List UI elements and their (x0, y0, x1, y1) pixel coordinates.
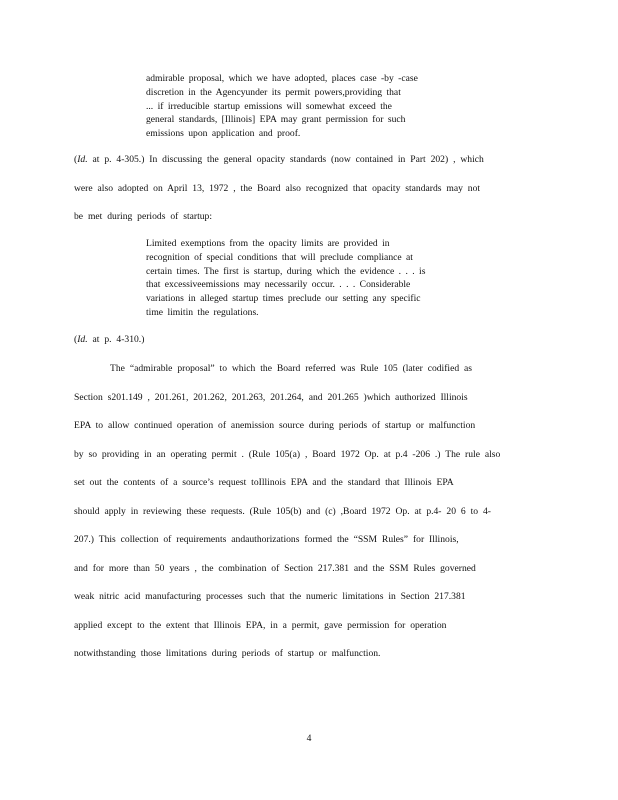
text-line: applied except to the extent that Illinois EPA, in a permit, gave permission for operation (74, 619, 447, 631)
citation-id-abbrev: Id. (77, 154, 88, 165)
block-quote-1 (146, 72, 466, 141)
text-line: (Id. at p. 4-305.) In discussing the general opacity standards (now contained in Part 202) , which (74, 154, 484, 165)
quote-line: general standards, [Illinois] EPA may grant permission for such (146, 114, 406, 126)
text-line: EPA to allow continued operation of anemission source during periods of startup or malfunction (74, 420, 476, 431)
text-line: 207.) This collection of requirements andauthorizations formed the “SSM Rules” for Illinois, (74, 534, 459, 545)
quote-line: discretion in the Agencyunder its permit powers,providing that (146, 86, 401, 98)
citation-text: (Id. at p. 4-310.) (74, 334, 145, 345)
citation-2 (74, 326, 544, 355)
text-line: be met during periods of startup: (74, 211, 212, 222)
quote-line: admirable proposal, which we have adopted, places case -by -case (146, 73, 418, 84)
quote-line: Limited exemptions from the opacity limits are provided in (146, 238, 390, 249)
text-line: were also adopted on April 13, 1972 , the Board also recognized that opacity standards may not (74, 182, 481, 194)
citation-id-abbrev: Id. (77, 334, 88, 345)
quote-line: certain times. The first is startup, during which the evidence . . . is (146, 265, 426, 277)
quote-line: variations in alleged startup times preclude our setting any specific (146, 293, 421, 305)
text-line: Section s201.149 , 201.261, 201.262, 201.263, 201.264, and 201.265 )which authorized Illinois (74, 391, 468, 403)
paragraph-1 (74, 146, 544, 232)
text-line: The “admirable proposal” to which the Board referred was Rule 105 (later codified as (110, 363, 473, 374)
quote-line: that excessiveemissions may necessarily occur. . . . Considerable (146, 279, 411, 291)
page-number: 4 (306, 733, 312, 744)
text-line: should apply in reviewing these requests. (Rule 105(b) and (c) ,Board 1972 Op. at p.4- 20 6 to 4- (74, 505, 491, 517)
paragraph-2 (74, 355, 544, 669)
text-line: weak nitric acid manufacturing processes such that the numeric limitations in Section 217.381 (74, 591, 466, 602)
quote-line: recognition of special conditions that will preclude compliance at (146, 251, 413, 263)
text-line: and for more than 50 years , the combination of Section 217.381 and the SSM Rules governed (74, 562, 476, 574)
quote-line: time limitin the regulations. (146, 306, 259, 318)
quote-line: ... if irreducible startup emissions will somewhat exceed the (146, 100, 392, 112)
text-line: set out the contents of a source’s request toIllinois EPA and the standard that Illinois EPA (74, 477, 454, 488)
block-quote-2 (146, 237, 476, 320)
text-line: by so providing in an operating permit . (Rule 105(a) , Board 1972 Op. at p.4 -206 .) The rule also (74, 448, 501, 460)
quote-line: emissions upon application and proof. (146, 128, 301, 140)
text-line: notwithstanding those limitations during periods of startup or malfunction. (74, 648, 381, 659)
